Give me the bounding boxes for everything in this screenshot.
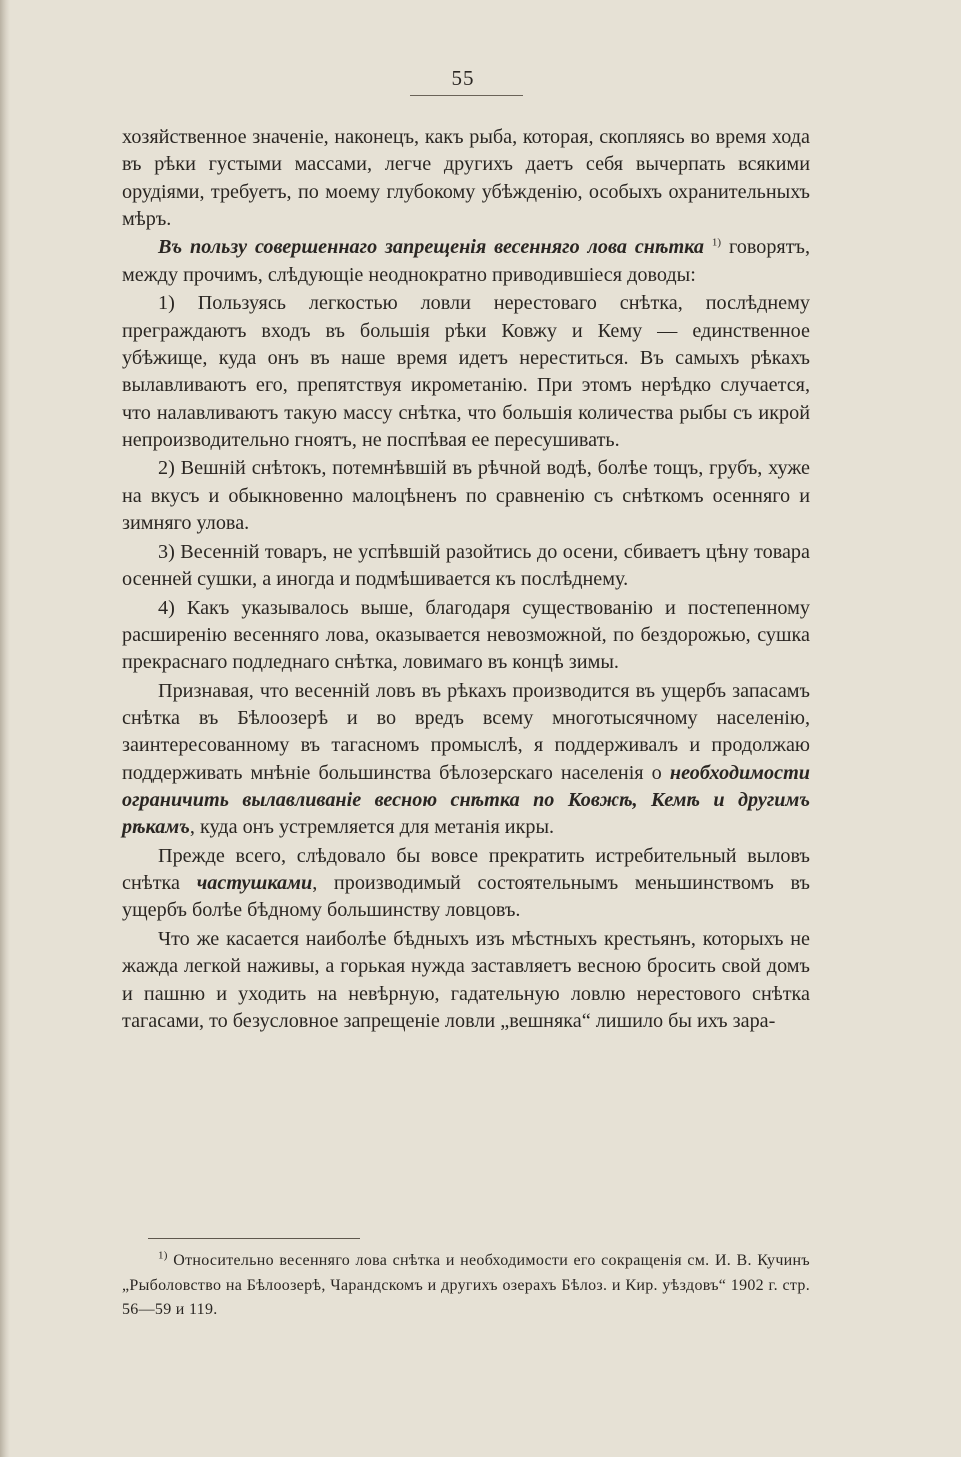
paragraph-chastushki: [122, 843, 810, 925]
paragraph-text: говорятъ, между прочимъ, слѣдующіе неоднократно приводившіеся доводы:: [122, 236, 811, 286]
paragraph-argument-4: [122, 595, 810, 677]
paragraph-argument-1: [122, 290, 810, 454]
paragraph-text: 2) Вешній снѣтокъ, потемнѣвшій въ рѣчной водѣ, болѣе тощъ, грубъ, хуже на вкусъ и обыкновенно малоцѣненъ по сравненію съ снѣткомъ осенняго и зимняго улова.: [122, 457, 810, 535]
paragraph-author-position: [122, 678, 810, 842]
paragraph-text: 1) Пользуясь легкостью ловли нерестоваго снѣтка, послѣднему преграждаютъ входъ въ большія рѣки Ковжу и Кему — единственное убѣжище, куда онъ въ наше время идетъ нереститься. Въ самыхъ рѣкахъ вылавливаютъ его, препятствуя икрометанію. При этомъ нерѣдко случается, что налавливаютъ такую массу снѣтка, что большія количества рыбы съ икрой непроизводительно гноятъ, не поспѣвая ее пересушивать.: [122, 292, 810, 451]
paragraph-text: хозяйственное значеніе, наконецъ, какъ рыба, которая, скопляясь во время хода въ рѣки густыми массами, легче другихъ даетъ себя вычерпать всякими орудіями, требуетъ, по моему глубокому убѣжденію, особыхъ охранительныхъ мѣръ.: [122, 126, 810, 230]
paragraph-text: Что же касается наиболѣе бѣдныхъ изъ мѣстныхъ крестьянъ, которыхъ не жажда легкой наживы, а горькая нужда заставляетъ весною бросить свой домъ и пашню и уходить на невѣрную, гадательную ловлю нерестового снѣтка тагасами, то безусловное запрещеніе ловли „вешняка“ лишило бы ихъ зара-: [122, 927, 810, 1032]
footnote-reference: 1): [711, 236, 722, 249]
footnote-text: Относительно весенняго лова снѣтка и необходимости его сокращенія см. И. В. Кучинъ „Рыболовство на Бѣлоозерѣ, Чарандскомъ и другихъ озерахъ Бѣлоз. и Кир. уѣздовъ“ 1902 г. стр. 56—59 и 119.: [122, 1252, 810, 1318]
paragraph-argument-3: [122, 539, 810, 594]
paragraph-text: , куда онъ устремляется для метанія икры.: [189, 816, 555, 839]
paragraph-text: 4) Какъ указывалось выше, благодаря существованію и постепенному расширенію весенняго лова, оказывается невозможной, по бездорожью, сушка прекраснаго подледнаго снѣтка, ловимаго въ концѣ зимы.: [122, 596, 810, 674]
paragraph-arguments-intro: [122, 234, 810, 289]
emphasized-heading-text: Въ пользу совершеннаго запрещенія весенняго лова снѣтка: [158, 236, 705, 259]
body-text: [122, 124, 810, 1035]
paragraph-argument-2: [122, 455, 810, 537]
paragraph-text: Прежде всего, слѣдовало бы вовсе прекратить истребительный выловъ снѣтка: [122, 844, 810, 895]
paragraph-text: , производимый состоятельнымъ меньшинствомъ въ ущербъ болѣе бѣдному большинству ловцовъ.: [122, 872, 810, 922]
emphasized-text: необходимости ограничить вылавливаніе весною снѣтка по Ковжѣ, Кемѣ и другимъ рѣкамъ: [122, 761, 810, 839]
paragraph-poor-peasants: [122, 926, 810, 1035]
page-binding-edge: [0, 0, 10, 1457]
page-number-rule: [410, 95, 523, 96]
footnote-marker: 1): [158, 1249, 168, 1262]
paragraph-text: 3) Весенній товаръ, не успѣвшій разойтись до осени, сбиваетъ цѣну товара осенней сушки, а иногда и подмѣшивается къ послѣднему.: [122, 540, 810, 590]
footnote-separator: [148, 1238, 360, 1239]
footnote: [122, 1249, 810, 1323]
paragraph-continuation: [122, 124, 810, 233]
emphasized-text: частушками: [196, 872, 313, 895]
page-number: 55: [451, 66, 475, 90]
paragraph-text: Признавая, что весенній ловъ въ рѣкахъ производится въ ущербъ запасамъ снѣтка въ Бѣлоозерѣ и во вредъ всему многотысячному населенію, заинтересованному въ тагасномъ промыслѣ, я поддерживалъ и продолжаю поддерживать мнѣніе большинства бѣлозерскаго населенія о: [122, 679, 810, 784]
